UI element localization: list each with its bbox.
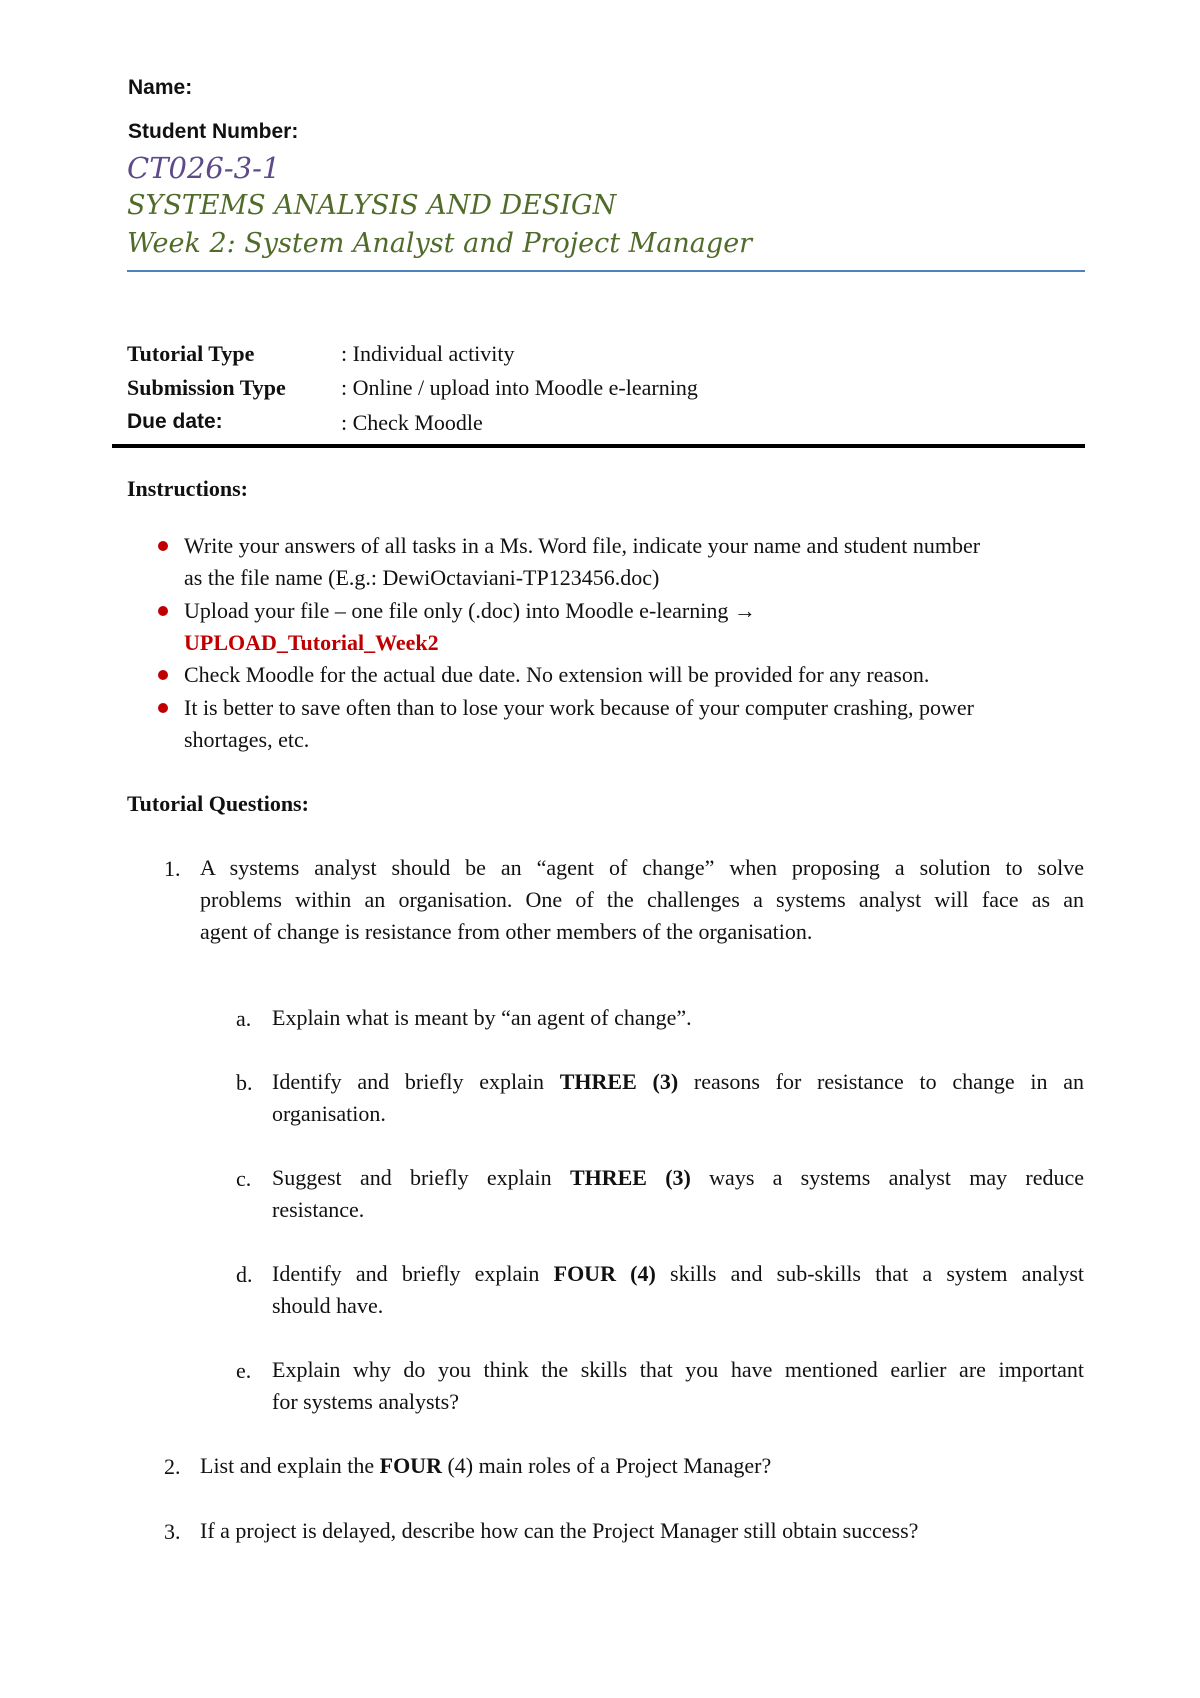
sub-question-letter: e. [236,1358,252,1383]
instructions-heading: Instructions: [127,476,249,501]
question-number: 2. [164,1454,181,1479]
sub-question-line: organisation. [272,1101,386,1126]
sub-question-line: Suggest and briefly explain THREE (3) ways a systems analyst may reduce [272,1165,1084,1190]
course-code: CT026-3-1 [127,151,281,185]
submission-type-label: Submission Type [127,375,286,400]
upload-link[interactable]: UPLOAD_Tutorial_Week2 [184,630,439,655]
submission-type-value: : Online / upload into Moodle e-learning [341,375,698,400]
sub-question-text: Explain what is meant by “an agent of change”. [272,1005,692,1030]
question-number: 1. [164,856,181,881]
sub-question-letter: d. [236,1262,253,1287]
question-number: 3. [164,1519,181,1544]
meta-divider [112,444,1085,448]
title-underline [127,270,1085,272]
student-number-label: Student Number: [128,120,299,143]
question-line: List and explain the FOUR (4) main roles of a Project Manager? [200,1453,772,1478]
sub-question-line: Identify and briefly explain FOUR (4) skills and sub-skills that a system analyst [272,1261,1084,1286]
instruction-line: shortages, etc. [184,727,310,752]
tutorial-questions-heading: Tutorial Questions: [127,791,309,816]
tutorial-type-value: : Individual activity [341,341,515,366]
question-line: agent of change is resistance from other members of the organisation. [200,919,813,944]
question-line: If a project is delayed, describe how can the Project Manager still obtain success? [200,1518,919,1543]
question-line: problems within an organisation. One of the challenges a systems analyst will face as an [200,887,1084,912]
sub-question-line: for systems analysts? [272,1389,459,1414]
instruction-line: as the file name (E.g.: DewiOctaviani-TP123456.doc) [184,565,660,590]
sub-question-letter: c. [236,1166,252,1191]
sub-question-line: Explain why do you think the skills that you have mentioned earlier are important [272,1357,1084,1382]
name-label: Name: [128,76,193,99]
course-name: SYSTEMS ANALYSIS AND DESIGN [127,190,617,221]
sub-question-line: should have. [272,1293,384,1318]
question-line: A systems analyst should be an “agent of change” when proposing a solution to solve [200,855,1084,880]
instruction-line: Check Moodle for the actual due date. No extension will be provided for any reason. [184,662,930,687]
sub-question-line: Identify and briefly explain THREE (3) reasons for resistance to change in an [272,1069,1084,1094]
week-title: Week 2: System Analyst and Project Manager [127,228,753,259]
bullet-icon [158,541,168,551]
due-date-label: Due date: [127,410,223,433]
bullet-icon [158,670,168,680]
sub-question-letter: b. [236,1070,253,1095]
sub-question-line: resistance. [272,1197,365,1222]
sub-question-letter: a. [236,1006,252,1031]
instruction-line: It is better to save often than to lose your work because of your computer crashing, power [184,695,974,720]
bullet-icon [158,606,168,616]
tutorial-type-label: Tutorial Type [127,341,255,366]
due-date-value: : Check Moodle [341,410,483,435]
instruction-line: Upload your file – one file only (.doc) into Moodle e-learning → [184,598,756,623]
instruction-line: Write your answers of all tasks in a Ms. Word file, indicate your name and student number [184,533,981,558]
bullet-icon [158,703,168,713]
